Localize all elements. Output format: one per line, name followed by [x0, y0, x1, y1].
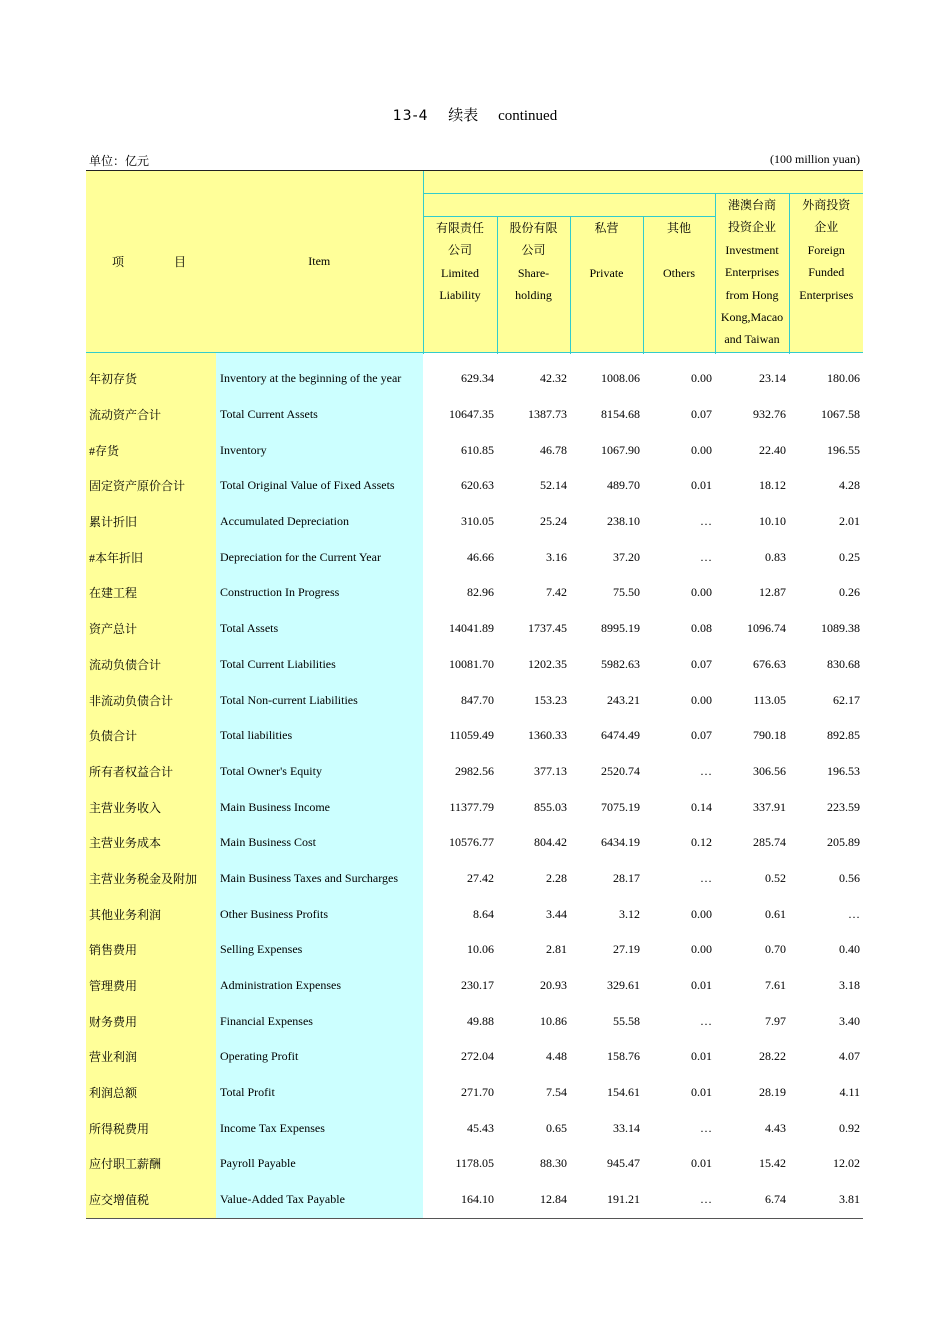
- cell-value: 12.87: [759, 585, 786, 600]
- cell-value: 306.56: [753, 763, 786, 778]
- table-header: [86, 171, 863, 362]
- cell-value: 804.42: [534, 835, 567, 850]
- cell-value: 230.17: [461, 978, 494, 993]
- column-header-line: Private: [589, 265, 624, 280]
- cell-value: 153.23: [534, 692, 567, 707]
- cell-value: 0.00: [691, 906, 712, 921]
- cell-value: 855.03: [534, 799, 567, 814]
- cell-value: 1360.33: [528, 728, 567, 743]
- cell-value: 7.61: [765, 978, 786, 993]
- cell-value: 2982.56: [455, 763, 494, 778]
- cell-value: 4.43: [765, 1120, 786, 1135]
- table-row: [86, 611, 863, 647]
- cell-value: 0.00: [691, 942, 712, 957]
- unit-label-cn: 单位：亿元: [89, 154, 150, 168]
- cell-value: 1178.05: [455, 1156, 494, 1171]
- table-row: [86, 575, 863, 611]
- cell-value: 377.13: [534, 763, 567, 778]
- row-label-cn: 应付职工薪酬: [86, 1146, 216, 1182]
- row-label-en: Accumulated Depreciation: [216, 504, 423, 540]
- cell-value: 489.70: [607, 478, 640, 493]
- row-label-en: Main Business Cost: [216, 825, 423, 861]
- cell-value: 6474.49: [601, 728, 640, 743]
- cell-value: 42.32: [540, 371, 567, 386]
- column-header-line: and Taiwan: [724, 332, 780, 347]
- cell-value: 892.85: [827, 728, 861, 743]
- cell-value: 285.74: [753, 835, 786, 850]
- table-row: [86, 1146, 863, 1182]
- table-row: [86, 968, 863, 1004]
- cell-value: 0.00: [691, 371, 712, 386]
- row-label-en: Total Original Value of Fixed Assets: [216, 468, 423, 504]
- cell-value: 191.21: [570, 1182, 643, 1218]
- row-label-en: Financial Expenses: [216, 1003, 423, 1039]
- cell-value: 0.25: [839, 549, 861, 564]
- column-header-line: Funded: [808, 265, 845, 280]
- row-label-cn: 财务费用: [86, 1003, 216, 1039]
- cell-value: 620.63: [461, 478, 494, 493]
- column-header-hk-macao-taiwan: [715, 194, 789, 353]
- table-title: [0, 104, 950, 125]
- row-label-cn: 所有者权益合计: [86, 754, 216, 790]
- row-label-en: Total liabilities: [216, 718, 423, 754]
- cell-value: …: [700, 1013, 712, 1028]
- row-label-en: Total Profit: [216, 1075, 423, 1111]
- cell-value: 62.17: [833, 692, 861, 707]
- table-row: [86, 361, 863, 397]
- cell-value: 0.61: [765, 906, 786, 921]
- cell-value: 196.55: [827, 442, 861, 457]
- cell-value: 75.50: [613, 585, 640, 600]
- data-table: [86, 170, 863, 1219]
- cell-value: 1089.38: [821, 621, 861, 636]
- cell-value: 0.70: [765, 942, 786, 957]
- cell-value: 10576.77: [449, 835, 494, 850]
- cell-value: 180.06: [827, 371, 861, 386]
- row-label-en: Total Current Assets: [216, 397, 423, 433]
- column-header-line: Others: [663, 265, 695, 280]
- column-header-foreign-funded: [789, 194, 863, 353]
- cell-value: 28.19: [759, 1085, 786, 1100]
- cell-value: 3.81: [789, 1182, 863, 1218]
- column-header-line: Share-: [517, 265, 550, 280]
- row-label-cn: 营业利润: [86, 1039, 216, 1075]
- column-header-line: from Hong: [725, 287, 779, 302]
- cell-value: 7.54: [546, 1085, 567, 1100]
- table-row: [86, 718, 863, 754]
- row-label-cn: 管理费用: [86, 968, 216, 1004]
- cell-value: 1008.06: [601, 371, 640, 386]
- cell-value: 3.44: [546, 906, 567, 921]
- cell-value: 0.12: [691, 835, 712, 850]
- cell-value: 20.93: [540, 978, 567, 993]
- table-row: [86, 825, 863, 861]
- cell-value: 10647.35: [449, 407, 494, 422]
- table-row: [86, 754, 863, 790]
- cell-value: 610.85: [461, 442, 494, 457]
- row-label-en: Main Business Taxes and Surcharges: [216, 861, 423, 897]
- cell-value: 12.02: [833, 1156, 861, 1171]
- cell-value: 88.30: [540, 1156, 567, 1171]
- cell-value: …: [700, 549, 712, 564]
- cell-value: 0.65: [546, 1120, 567, 1135]
- column-header-line: Liability: [439, 288, 481, 303]
- table-row: [86, 789, 863, 825]
- row-label-cn: 年初存货: [86, 361, 216, 397]
- title-en: continued: [498, 108, 558, 124]
- row-label-cn: 其他业务利润: [86, 896, 216, 932]
- cell-value: 0.01: [691, 478, 712, 493]
- table-row: [86, 1182, 863, 1218]
- cell-value: 0.08: [691, 621, 712, 636]
- column-header-line: [644, 239, 715, 261]
- cell-value: 2.01: [839, 514, 861, 529]
- cell-value: 46.66: [467, 549, 494, 564]
- header-group-band: [423, 194, 715, 217]
- cell-value: 0.40: [839, 942, 861, 957]
- cell-value: 243.21: [607, 692, 640, 707]
- cell-value: 271.70: [461, 1085, 494, 1100]
- table-number: 13-4: [392, 108, 429, 124]
- column-header-line: 有限责任: [435, 221, 484, 235]
- row-label-cn: 资产总计: [86, 611, 216, 647]
- row-label-en: Other Business Profits: [216, 896, 423, 932]
- cell-value: 10.86: [540, 1013, 567, 1028]
- cell-value: 3.12: [619, 906, 640, 921]
- column-header-line: Enterprises: [799, 287, 854, 302]
- column-header-line: 港澳台商: [727, 198, 776, 212]
- table-row: [86, 1110, 863, 1146]
- row-label-cn: 销售费用: [86, 932, 216, 968]
- row-label-en: Selling Expenses: [216, 932, 423, 968]
- row-label-cn: #本年折旧: [86, 539, 216, 575]
- table-row: [86, 539, 863, 575]
- cell-value: 310.05: [461, 514, 494, 529]
- column-header-line: Foreign: [807, 242, 845, 257]
- cell-value: 0.00: [691, 585, 712, 600]
- cell-value: 272.04: [461, 1049, 494, 1064]
- table-row: [86, 896, 863, 932]
- cell-value: 7075.19: [601, 799, 640, 814]
- cell-value: 0.07: [691, 728, 712, 743]
- cell-value: 830.68: [827, 656, 861, 671]
- row-label-cn: #存货: [86, 432, 216, 468]
- cell-value: 164.10: [423, 1182, 497, 1218]
- cell-value: 28.17: [613, 870, 640, 885]
- column-header-line: Investment: [725, 242, 779, 257]
- cell-value: 0.52: [765, 870, 786, 885]
- cell-value: 14041.89: [449, 621, 494, 636]
- row-label-en: Inventory: [216, 432, 423, 468]
- column-header-shareholding: [497, 217, 570, 353]
- column-header-line: 投资企业: [727, 220, 776, 235]
- column-header-line: Enterprises: [725, 265, 779, 280]
- cell-value: 7.97: [765, 1013, 786, 1028]
- cell-value: …: [700, 763, 712, 778]
- column-header-limited-liability: [423, 217, 497, 353]
- cell-value: 49.88: [467, 1013, 494, 1028]
- cell-value: 45.43: [467, 1120, 494, 1135]
- cell-value: …: [643, 1182, 715, 1218]
- table-row: [86, 682, 863, 718]
- cell-value: 205.89: [827, 835, 861, 850]
- cell-value: …: [848, 906, 861, 921]
- column-header-line: Limited: [441, 265, 479, 280]
- table-row: [86, 1039, 863, 1075]
- column-header-line: [571, 239, 643, 261]
- cell-value: 113.05: [753, 692, 786, 707]
- column-header-line: 股份有限: [509, 221, 558, 235]
- cell-value: 5982.63: [601, 656, 640, 671]
- column-header-line: 公司: [521, 243, 546, 258]
- row-label-en: Income Tax Expenses: [216, 1110, 423, 1146]
- cell-value: 238.10: [607, 514, 640, 529]
- cell-value: 1067.58: [821, 407, 861, 422]
- column-header-line: holding: [515, 288, 552, 303]
- cell-value: 46.78: [540, 442, 567, 457]
- column-header-line: 其他: [666, 221, 691, 235]
- cell-value: 790.18: [753, 728, 786, 743]
- row-label-en: Operating Profit: [216, 1039, 423, 1075]
- row-label-cn: 固定资产原价合计: [86, 468, 216, 504]
- row-label-en: Construction In Progress: [216, 575, 423, 611]
- cell-value: 0.00: [691, 442, 712, 457]
- cell-value: 154.61: [607, 1085, 640, 1100]
- cell-value: 7.42: [546, 585, 567, 600]
- cell-value: 0.01: [691, 1156, 712, 1171]
- cell-value: 28.22: [759, 1049, 786, 1064]
- cell-value: 0.26: [839, 585, 861, 600]
- title-cn: 续表: [448, 108, 479, 124]
- cell-value: 6434.19: [601, 835, 640, 850]
- cell-value: 0.07: [691, 407, 712, 422]
- cell-value: 4.28: [839, 478, 861, 493]
- cell-value: 3.18: [839, 978, 861, 993]
- row-label-cn: 非流动负债合计: [86, 682, 216, 718]
- cell-value: 27.19: [613, 942, 640, 957]
- cell-value: 22.40: [759, 442, 786, 457]
- cell-value: 629.34: [461, 371, 494, 386]
- cell-value: 0.00: [691, 692, 712, 707]
- row-label-en: Total Owner's Equity: [216, 754, 423, 790]
- cell-value: 4.48: [546, 1049, 567, 1064]
- cell-value: 0.56: [839, 870, 861, 885]
- cell-value: 3.40: [839, 1013, 861, 1028]
- table-row: [86, 1003, 863, 1039]
- cell-value: 15.42: [759, 1156, 786, 1171]
- table-row: [86, 468, 863, 504]
- column-header-line: 公司: [447, 243, 472, 258]
- row-label-en: Total Non-current Liabilities: [216, 682, 423, 718]
- item-header-cn: 项 目: [86, 171, 216, 353]
- cell-value: …: [700, 870, 712, 885]
- row-label-cn: 主营业务税金及附加: [86, 861, 216, 897]
- column-header-line: 私营: [594, 221, 619, 235]
- column-header-line: 外商投资: [802, 198, 851, 212]
- cell-value: 55.58: [613, 1013, 640, 1028]
- table-row: [86, 1075, 863, 1111]
- cell-value: 27.42: [467, 870, 494, 885]
- table-row: [86, 861, 863, 897]
- header-top-band: [423, 171, 863, 194]
- item-header-en: Item: [216, 171, 423, 353]
- cell-value: 12.84: [497, 1182, 570, 1218]
- cell-value: 18.12: [759, 478, 786, 493]
- cell-value: 4.11: [839, 1085, 861, 1100]
- cell-value: 82.96: [467, 585, 494, 600]
- cell-value: 4.07: [839, 1049, 861, 1064]
- row-label-cn: 应交增值税: [86, 1182, 216, 1218]
- column-header-line: Kong,Macao: [720, 310, 784, 325]
- cell-value: 945.47: [607, 1156, 640, 1171]
- cell-value: 10.06: [467, 942, 494, 957]
- row-label-cn: 累计折旧: [86, 504, 216, 540]
- cell-value: 329.61: [607, 978, 640, 993]
- cell-value: 676.63: [753, 656, 786, 671]
- cell-value: 1202.35: [528, 656, 567, 671]
- cell-value: 0.01: [691, 1085, 712, 1100]
- cell-value: 0.92: [839, 1120, 861, 1135]
- cell-value: 10.10: [759, 514, 786, 529]
- cell-value: 2.81: [546, 942, 567, 957]
- row-label-cn: 主营业务收入: [86, 789, 216, 825]
- row-label-cn: 流动负债合计: [86, 647, 216, 683]
- cell-value: 33.14: [613, 1120, 640, 1135]
- row-label-cn: 负债合计: [86, 718, 216, 754]
- row-label-en: Value-Added Tax Payable: [216, 1182, 423, 1218]
- column-header-line: 企业: [814, 220, 839, 235]
- cell-value: 23.14: [759, 371, 786, 386]
- cell-value: 11059.49: [449, 728, 494, 743]
- column-header-others: [643, 217, 715, 353]
- cell-value: 932.76: [753, 407, 786, 422]
- row-label-cn: 利润总额: [86, 1075, 216, 1111]
- cell-value: 0.14: [691, 799, 712, 814]
- row-label-cn: 主营业务成本: [86, 825, 216, 861]
- cell-value: 37.20: [613, 549, 640, 564]
- cell-value: …: [700, 514, 712, 529]
- table-body: [86, 361, 863, 1218]
- cell-value: 2520.74: [601, 763, 640, 778]
- cell-value: 11377.79: [449, 799, 494, 814]
- row-label-cn: 流动资产合计: [86, 397, 216, 433]
- row-label-en: Depreciation for the Current Year: [216, 539, 423, 575]
- table-row: [86, 397, 863, 433]
- cell-value: 8154.68: [601, 407, 640, 422]
- row-label-en: Total Assets: [216, 611, 423, 647]
- cell-value: 337.91: [753, 799, 786, 814]
- row-label-en: Total Current Liabilities: [216, 647, 423, 683]
- cell-value: 1067.90: [601, 442, 640, 457]
- row-label-cn: 所得税费用: [86, 1110, 216, 1146]
- cell-value: 847.70: [461, 692, 494, 707]
- table-row: [86, 432, 863, 468]
- row-label-en: Main Business Income: [216, 789, 423, 825]
- cell-value: 223.59: [827, 799, 861, 814]
- cell-value: 8995.19: [601, 621, 640, 636]
- cell-value: 196.53: [827, 763, 861, 778]
- cell-value: 52.14: [540, 478, 567, 493]
- cell-value: 25.24: [540, 514, 567, 529]
- cell-value: 1737.45: [528, 621, 567, 636]
- table-row: [86, 932, 863, 968]
- cell-value: 158.76: [607, 1049, 640, 1064]
- table-row: [86, 504, 863, 540]
- cell-value: 0.01: [691, 1049, 712, 1064]
- cell-value: 10081.70: [449, 656, 494, 671]
- cell-value: 6.74: [715, 1182, 789, 1218]
- cell-value: 0.07: [691, 656, 712, 671]
- row-label-en: Payroll Payable: [216, 1146, 423, 1182]
- cell-value: 3.16: [546, 549, 567, 564]
- cell-value: …: [700, 1120, 712, 1135]
- row-label-en: Inventory at the beginning of the year: [216, 361, 423, 397]
- cell-value: 0.01: [691, 978, 712, 993]
- unit-label-en: (100 million yuan): [770, 152, 860, 166]
- column-header-private: [570, 217, 643, 353]
- table-row: [86, 647, 863, 683]
- cell-value: 2.28: [546, 870, 567, 885]
- cell-value: 0.83: [765, 549, 786, 564]
- row-label-en: Administration Expenses: [216, 968, 423, 1004]
- cell-value: 1387.73: [528, 407, 567, 422]
- row-label-cn: 在建工程: [86, 575, 216, 611]
- cell-value: 1096.74: [747, 621, 786, 636]
- cell-value: 8.64: [473, 906, 494, 921]
